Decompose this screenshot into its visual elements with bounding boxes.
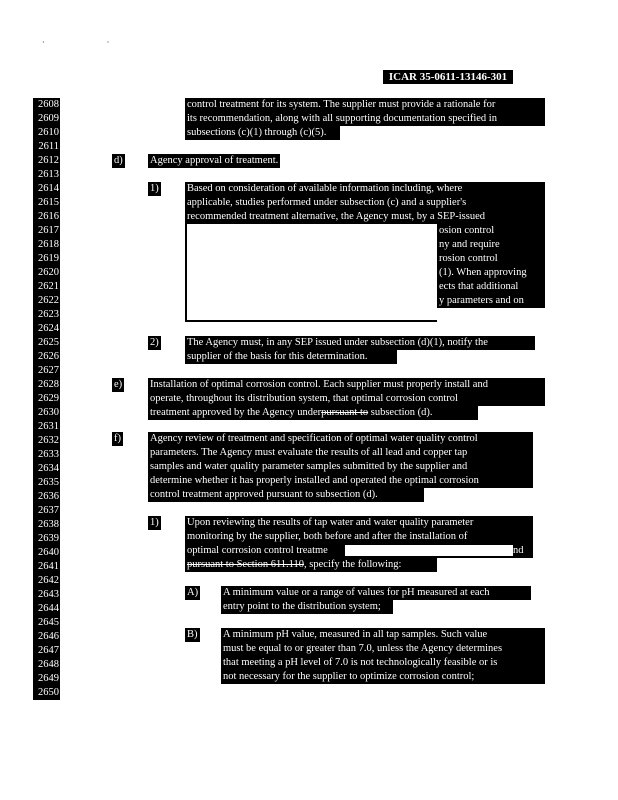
struck-text: pursuant to Section 611.110 [187, 559, 305, 570]
text-line: must be equal to or greater than 7.0, unless the Agency determines [223, 643, 503, 654]
paragraph-fB-text [221, 628, 545, 684]
text-line: subsections (c)(1) through (c)(5). [187, 127, 327, 138]
line-number: 2638 [33, 518, 60, 532]
line-number: 2624 [33, 322, 60, 336]
line-number: 2615 [33, 196, 60, 210]
text-line: Upon reviewing the results of tap water and water quality parameter [187, 517, 474, 528]
text-line: A minimum pH value, measured in all tap samples. Such value [223, 629, 488, 640]
whitespace-gap [397, 350, 537, 364]
line-number: 2618 [33, 238, 60, 252]
text-fragment: nd [513, 544, 529, 558]
text-line: recommended treatment alternative, the Agency must, by a SEP-issued [187, 211, 485, 222]
text-line: Agency review of treatment and specification of optimal water quality control [150, 433, 478, 444]
line-number: 2621 [33, 280, 60, 294]
text-line: supplier of the basis for this determination. [187, 351, 368, 362]
line-number: 2612 [33, 154, 60, 168]
line-number: 2616 [33, 210, 60, 224]
whitespace-gap [424, 488, 536, 504]
line-number: 2648 [33, 658, 60, 672]
line-number: 2614 [33, 182, 60, 196]
text-line: ects that additional [439, 281, 519, 292]
text-line: monitoring by the supplier, both before and after the installation of [187, 531, 468, 542]
line-number: 2611 [33, 140, 60, 154]
scan-speckle: · · [42, 38, 140, 47]
line-number: 2617 [33, 224, 60, 238]
line-number: 2625 [33, 336, 60, 350]
line-number: 2644 [33, 602, 60, 616]
line-number: 2634 [33, 462, 60, 476]
line-number: 2641 [33, 560, 60, 574]
text-line: its recommendation, along with all supporting documentation specified in [187, 113, 497, 124]
line-number: 2609 [33, 112, 60, 126]
paragraph-e-label: e) [114, 379, 123, 390]
text-segment: optimal corrosion control treatme [187, 545, 328, 556]
text-line: not necessary for the supplier to optimize corrosion control; [223, 671, 475, 682]
line-number: 2636 [33, 490, 60, 504]
paragraph-f-label: f) [114, 433, 121, 444]
paragraph-d-heading: Agency approval of treatment. [150, 155, 279, 166]
text-line: that meeting a pH level of 7.0 is not technologically feasible or is [223, 657, 498, 668]
line-number: 2630 [33, 406, 60, 420]
whitespace-gap [437, 558, 537, 572]
text-line: (1). When approving [439, 267, 527, 278]
paragraph-fA-label: A) [187, 587, 199, 598]
line-number: 2613 [33, 168, 60, 182]
line-number: 2647 [33, 644, 60, 658]
line-number: 2635 [33, 476, 60, 490]
redacted-region [187, 224, 437, 320]
line-number: 2608 [33, 98, 60, 112]
text-segment: treatment approved by the Agency under [150, 407, 322, 418]
line-number: 2628 [33, 378, 60, 392]
text-line: osion control [439, 225, 495, 236]
paragraph-f1-label: 1) [150, 517, 159, 528]
line-number: 2626 [33, 350, 60, 364]
text-line: ny and require [439, 239, 500, 250]
line-number: 2642 [33, 574, 60, 588]
line-number: 2639 [33, 532, 60, 546]
text-segment: subsection (d). [368, 407, 433, 418]
text-line: samples and water quality parameter samples submitted by the supplier and [150, 461, 468, 472]
text-line: rosion control [439, 253, 498, 264]
text-line: determine whether it has properly installed and operated the optimal corrosion [150, 475, 479, 486]
redacted-region [345, 545, 513, 556]
text-line: Installation of optimal corrosion control. Each supplier must properly install and [150, 379, 488, 390]
text-line: y parameters and on [439, 295, 524, 306]
text-line: control treatment approved pursuant to subsection (d). [150, 489, 378, 500]
line-number: 2649 [33, 672, 60, 686]
line-number: 2632 [33, 434, 60, 448]
line-number: 2637 [33, 504, 60, 518]
whitespace-gap [340, 126, 550, 140]
paragraph-d1-fragments [437, 224, 545, 308]
line-number: 2610 [33, 126, 60, 140]
paragraph-d1-label: 1) [150, 183, 159, 194]
line-number: 2645 [33, 616, 60, 630]
line-number: 2627 [33, 364, 60, 378]
whitespace-gap [478, 406, 548, 420]
text-line: parameters. The Agency must evaluate the results of all lead and copper tap [150, 447, 468, 458]
line-number: 2631 [33, 420, 60, 434]
text-line: applicable, studies performed under subsection (c) and a supplier's [187, 197, 467, 208]
text-line: operate, throughout its distribution system, that optimal corrosion control [150, 393, 458, 404]
document-id-header: ICAR 35-0611-13146-301 [383, 70, 513, 84]
line-number: 2643 [33, 588, 60, 602]
paragraph-d-label: d) [114, 155, 123, 166]
struck-text: pursuant to [321, 407, 369, 418]
text-line: Based on consideration of available information including, where [187, 183, 463, 194]
whitespace-gap [437, 308, 547, 324]
text-line: A minimum value or a range of values for pH measured at each [223, 587, 490, 598]
line-number: 2640 [33, 546, 60, 560]
text-line: entry point to the distribution system; [223, 601, 381, 612]
line-number: 2650 [33, 686, 60, 700]
line-number: 2622 [33, 294, 60, 308]
whitespace-gap [393, 600, 533, 614]
text-segment: , specify the following: [304, 559, 402, 570]
line-number: 2619 [33, 252, 60, 266]
text-line: control treatment for its system. The supplier must provide a rationale for [187, 99, 496, 110]
text-line: The Agency must, in any SEP issued under subsection (d)(1), notify the [187, 337, 488, 348]
line-number: 2646 [33, 630, 60, 644]
line-number: 2629 [33, 392, 60, 406]
paragraph-fB-label: B) [187, 629, 198, 640]
line-number: 2633 [33, 448, 60, 462]
paragraph-d2-label: 2) [150, 337, 159, 348]
line-number: 2620 [33, 266, 60, 280]
line-number: 2623 [33, 308, 60, 322]
